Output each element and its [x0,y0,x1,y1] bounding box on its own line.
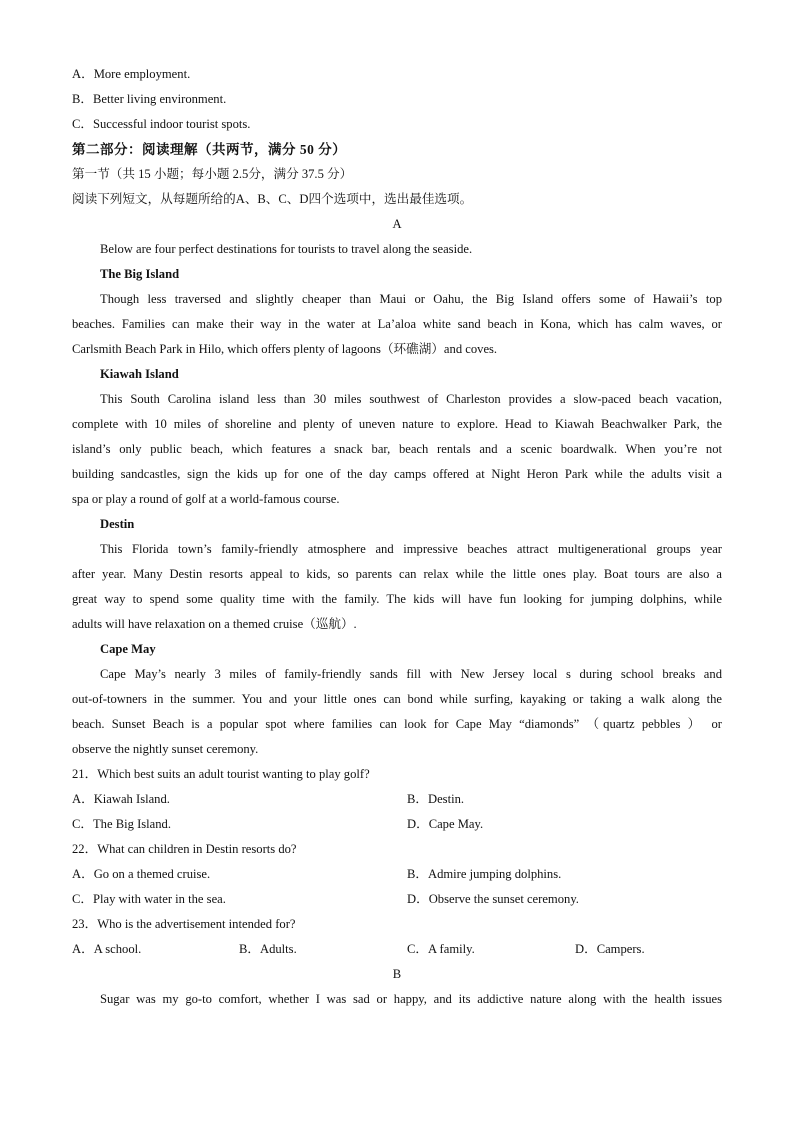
option-d[interactable]: D．Campers. [575,942,645,956]
paragraph-line: Though less traversed and slightly cheaper than Maui or Oahu, the Big Island offers some of Hawaii’s top [100,292,722,306]
paragraph-line: Carlsmith Beach Park in Hilo, which offers plenty of lagoons（环礁湖）and coves. [72,342,498,356]
section1-heading: 第一节（共 15 小题；每小题 2.5分，满分 37.5 分） [72,167,353,181]
prev-option-b: B．Better living environment. [72,92,227,106]
option-a[interactable]: A．Go on a themed cruise. [72,867,211,881]
heading-kiawah: Kiawah Island [100,367,179,381]
option-b[interactable]: B．Adults. [239,942,297,956]
option-d[interactable]: D．Observe the sunset ceremony. [407,892,579,906]
part2-title: 第二部分：阅读理解（共两节，满分 50 分） [72,142,347,157]
option-c[interactable]: C．A family. [407,942,475,956]
question-21-options-row2 [72,812,722,837]
option-c[interactable]: C．The Big Island. [72,817,171,831]
option-b[interactable]: B．Destin. [407,792,465,806]
question-23-options-row [72,937,722,962]
exam-page [72,62,722,1012]
prev-option-c: C．Successful indoor tourist spots. [72,117,251,131]
paragraph-line: This South Carolina island less than 30 miles southwest of Charleston provides a slow-paced beach vacation, [100,392,722,406]
instruction: 阅读下列短文，从每题所给的A、B、C、D四个选项中，选出最佳选项。 [72,192,473,206]
paragraph-line: out-of-towners in the summer. You and your little ones can bond while surfing, kayaking or taking a walk along the [72,692,722,706]
option-d[interactable]: D．Cape May. [407,817,484,831]
paragraph-line: building sandcastles, sign the kids up for one of the day camps offered at Night Heron Park while the adults visit a [72,467,722,481]
heading-big-island: The Big Island [100,267,180,281]
paragraph-line: This Florida town’s family-friendly atmosphere and impressive beaches attract multigenerational groups year [100,542,722,556]
paragraph-line: Cape May’s nearly 3 miles of family-friendly sands fill with New Jersey local s during school breaks and [100,667,722,681]
paragraph-line: spa or play a round of golf at a world-famous course. [72,492,340,506]
passage-b-label: B [392,967,402,981]
heading-cape-may: Cape May [100,642,156,656]
question-21-stem: 21．Which best suits an adult tourist wanting to play golf? [72,767,370,781]
paragraph-line: observe the nightly sunset ceremony. [72,742,259,756]
passage-a-label: A [392,217,402,231]
question-21-options-row1 [72,787,722,812]
question-23-stem: 23．Who is the advertisement intended for? [72,917,296,931]
option-b[interactable]: B．Admire jumping dolphins. [407,867,562,881]
paragraph-line: island’s only public beach, which features a snack bar, beach rentals and a scenic boardwalk. When you’re not [72,442,722,456]
option-a[interactable]: A．Kiawah Island. [72,792,170,806]
passage-a-intro: Below are four perfect destinations for tourists to travel along the seaside. [100,242,473,256]
question-22-options-row2 [72,887,722,912]
paragraph-line: beach. Sunset Beach is a popular spot where families can look for Cape May “diamonds” （quartz pebbles ） or [72,717,722,731]
option-a[interactable]: A．A school. [72,942,142,956]
paragraph-line: great way to spend some quality time with the family. The kids will have fun looking for jumping dolphins, while [72,592,722,606]
option-c[interactable]: C．Play with water in the sea. [72,892,226,906]
question-22-options-row1 [72,862,722,887]
paragraph-line: adults will have relaxation on a themed cruise（巡航）. [72,617,357,631]
passage-b-first-line: Sugar was my go-to comfort, whether I was sad or happy, and its addictive nature along with the health issues [100,992,722,1006]
heading-destin: Destin [100,517,135,531]
prev-option-a: A．More employment. [72,67,191,81]
paragraph-line: beaches. Families can make their way in the water at La’aloa white sand beach in Kona, which has calm waves, or [72,317,722,331]
question-22-stem: 22．What can children in Destin resorts do? [72,842,297,856]
paragraph-line: complete with 10 miles of shoreline and plenty of uneven nature to explore. Head to Kiawah Beachwalker Park, the [72,417,722,431]
paragraph-line: after year. Many Destin resorts appeal to kids, so parents can relax while the little ones play. Boat tours are also a [72,567,722,581]
